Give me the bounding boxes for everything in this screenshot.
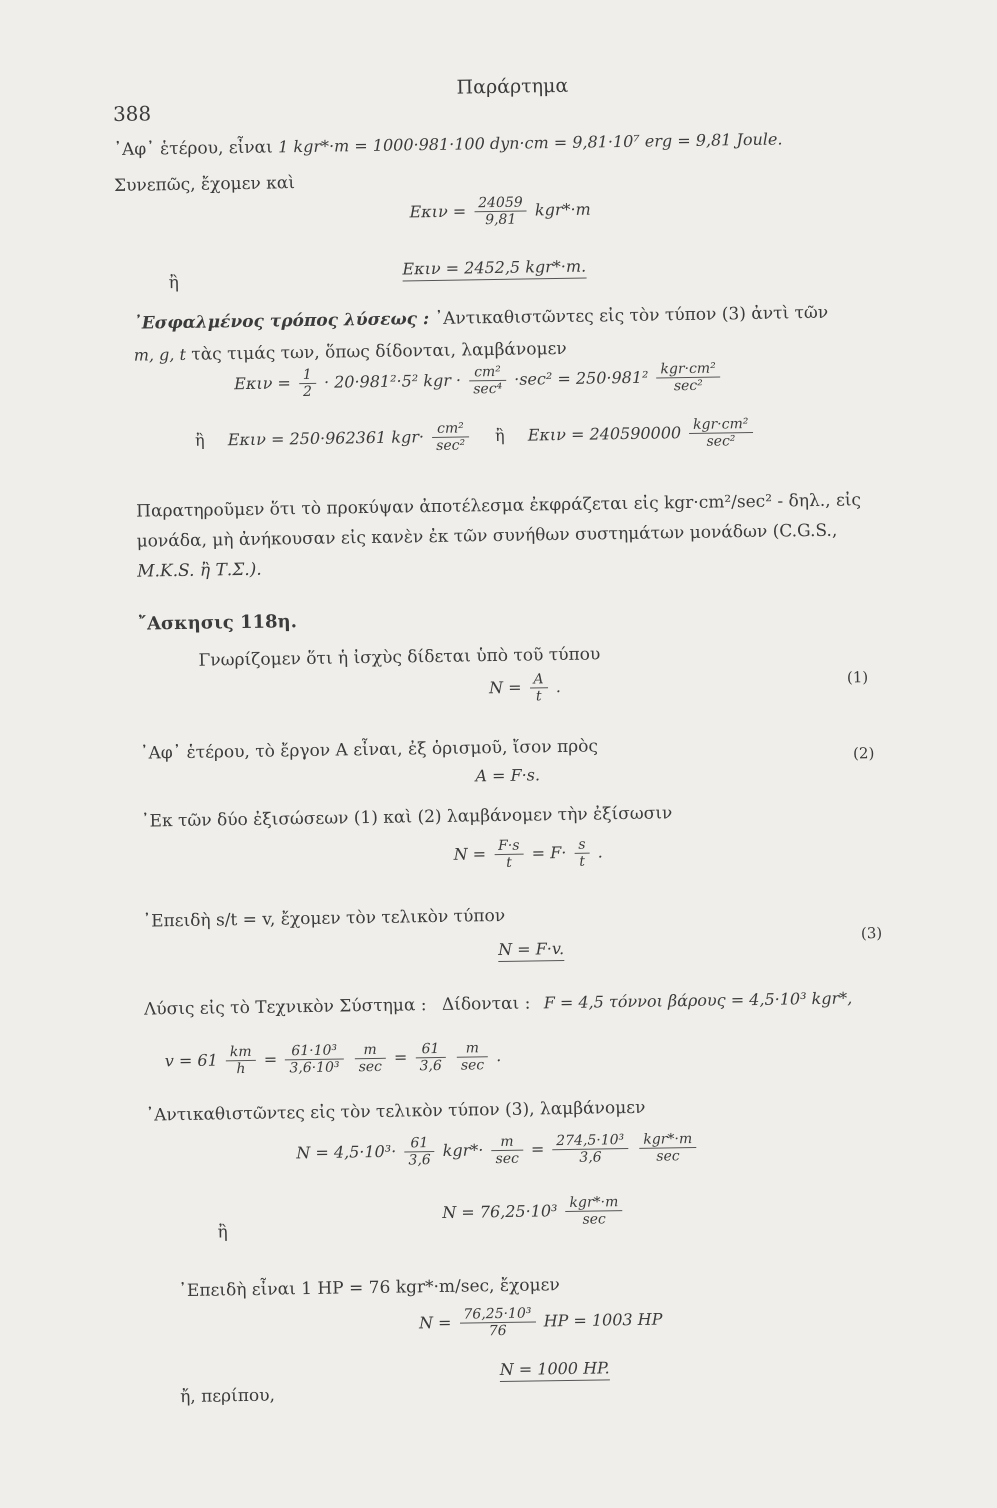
fraction — [404, 1135, 435, 1169]
denominator: 2 — [302, 383, 313, 401]
numerator: km — [226, 1044, 256, 1062]
equation-lhs: Eκιν = 250·962361 kgr· — [227, 427, 425, 450]
equation-rhs: HP = 1003 HP — [543, 1309, 663, 1331]
denominator: sec⁴ — [473, 380, 503, 398]
equation-lhs: N = 76,25·10³ — [442, 1201, 558, 1223]
denominator: 76 — [488, 1323, 507, 1340]
denominator: 3,6 — [408, 1152, 431, 1169]
variables: m, g, t — [133, 344, 187, 365]
fraction — [639, 1131, 696, 1165]
denominator: h — [236, 1061, 246, 1078]
exercise-heading: ῎Ασκησις 118η. — [137, 611, 298, 635]
fraction — [552, 1132, 628, 1166]
denominator: 3,6 — [579, 1149, 602, 1166]
fraction — [529, 671, 548, 704]
fraction — [459, 1305, 535, 1339]
numerator: cm² — [469, 364, 506, 382]
text-line: Παρατηροῦμεν ὅτι τὸ προκύψαν ἀποτέλεσμα ἐκφράζεται εἰς kgr·cm²/sec² - δηλ., εἰς — [136, 490, 862, 522]
numerator: m — [457, 1040, 489, 1058]
text-line: Γνωρίζομεν ὅτι ἡ ἰσχὺς δίδεται ὑπὸ τοῦ τύπου — [198, 644, 601, 671]
denominator: sec — [358, 1058, 383, 1076]
denominator: sec — [495, 1150, 520, 1168]
numerator: s — [574, 837, 589, 854]
text-line: μονάδα, μὴ ἀνήκουσαν εἰς κανὲν ἐκ τῶν συνήθων συστημάτων μονάδων (C.G.S., — [136, 520, 838, 552]
running-title: Παράρτημα — [456, 74, 569, 99]
denominator: sec² — [436, 437, 466, 455]
numerator: kgr*·m — [565, 1194, 622, 1212]
text-line — [133, 303, 828, 334]
text-line — [144, 988, 853, 1019]
fraction — [299, 367, 316, 400]
text-line: ᾽Επειδὴ εἶναι 1 HP = 76 kgr*·m/sec, ἔχομεν — [178, 1275, 560, 1302]
fraction — [656, 360, 720, 394]
numerator: 76,25·10³ — [459, 1305, 535, 1323]
section-label: ᾽Εσφαλμένος τρόπος λύσεως : — [133, 309, 430, 334]
text-line: ᾽Εκ τῶν δύο ἐξισώσεων (1) καὶ (2) λαμβάνομεν τὴν ἐξίσωσιν — [140, 803, 673, 832]
fraction — [415, 1041, 446, 1075]
fraction — [491, 1134, 523, 1168]
denominator: 3,6 — [419, 1058, 442, 1075]
conjunction: ἢ — [168, 272, 179, 294]
punctuation: . — [597, 842, 603, 862]
text-line: ᾽Αφ᾽ ἑτέρου, τὸ ἔργον A εἶναι, ἐξ ὁρισμοῦ, ἴσον πρὸς — [139, 736, 599, 764]
fraction — [469, 364, 506, 398]
numerator: F·s — [494, 838, 524, 856]
math-expression: 1 kgr*·m = 1000·981·100 dyn·cm = 9,81·10⁷ erg = 9,81 Joule. — [278, 129, 783, 157]
page-number: 388 — [112, 101, 152, 126]
denominator: sec — [582, 1211, 606, 1228]
equation-velocity — [165, 1040, 502, 1078]
equation-wrong-1 — [234, 360, 723, 401]
text-line — [113, 129, 782, 160]
text: τὰς τιμάς των, ὅπως δίδονται, λαμβάνομεν — [191, 338, 567, 365]
equation-lhs: Eκιν = — [234, 373, 292, 394]
equation-lhs: Eκιν = — [409, 201, 467, 222]
equation-3a — [453, 836, 603, 872]
equation-ekin-1 — [409, 193, 591, 229]
equals-sign: = — [393, 1047, 408, 1067]
denominator: t — [506, 854, 512, 871]
equation-number: (2) — [852, 744, 875, 763]
equation-horsepower — [419, 1303, 663, 1340]
denominator: t — [579, 853, 586, 870]
numerator: kgr·cm² — [689, 416, 753, 434]
conjunction: ἢ — [494, 425, 505, 446]
equation-2: A = F·s. — [475, 765, 541, 786]
fraction — [494, 838, 524, 872]
denominator: t — [535, 688, 542, 705]
denominator: sec — [656, 1148, 680, 1165]
expression: = F· — [531, 843, 567, 863]
fraction — [285, 1042, 344, 1076]
text-line: ᾽Επειδὴ s/t = v, ἔχομεν τὸν τελικὸν τύπον — [142, 905, 506, 932]
expression: · 20·981²·5² kgr · — [323, 370, 462, 392]
equals-sign: = — [263, 1049, 278, 1069]
expression: ·sec² = 250·981² — [514, 367, 649, 389]
text-line — [134, 339, 567, 366]
text-line: Συνεπῶς, ἔχομεν καὶ — [113, 173, 296, 196]
numerator: A — [529, 671, 547, 688]
numerator: cm² — [432, 420, 469, 438]
text: ᾽Αφ᾽ ἑτέρου, εἶναι — [113, 137, 273, 160]
text-line: ᾽Αντικαθιστῶντες εἰς τὸν τελικὸν τύπον (3), λαμβάνομεν — [145, 1097, 646, 1126]
unit: kgr*·m — [534, 199, 591, 220]
numerator: m — [491, 1134, 523, 1152]
numerator: 61 — [415, 1041, 446, 1059]
fraction — [226, 1044, 256, 1078]
fraction — [574, 837, 590, 870]
equation-lhs: N = — [488, 677, 522, 698]
punctuation: . — [555, 677, 562, 697]
conjunction: ἢ — [194, 430, 205, 450]
equation-3: N = F·v. — [498, 939, 564, 962]
numerator: 61·10³ — [285, 1042, 343, 1060]
fraction — [457, 1040, 489, 1074]
fraction — [689, 416, 753, 450]
text: Λύσις εἰς τὸ Τεχνικὸν Σύστημα : — [143, 995, 427, 1020]
equals-sign: = — [530, 1139, 545, 1159]
text: ᾽Αντικαθιστῶντες εἰς τὸν τύπον (3) ἀντὶ τῶν — [434, 302, 829, 329]
equation-wrong-2 — [195, 416, 756, 458]
equation-rhs: Eκιν = 240590000 — [527, 423, 682, 445]
expression: kgr*· — [442, 1140, 484, 1161]
equation-lhs: N = — [453, 844, 487, 864]
numerator: 24059 — [474, 194, 527, 212]
denominator: sec — [460, 1057, 485, 1074]
fraction — [354, 1042, 386, 1076]
text: Δίδονται : — [441, 993, 531, 1015]
fraction — [432, 420, 469, 454]
math-expression: F = 4,5 τόννοι βάρους = 4,5·10³ kgr*, — [543, 988, 853, 1013]
numerator: 61 — [404, 1135, 435, 1153]
text-line: ἤ, περίπου, — [179, 1385, 276, 1408]
final-result: N = 1000 HP. — [500, 1358, 610, 1382]
fraction — [474, 194, 527, 228]
equation-power-2 — [442, 1194, 626, 1230]
numerator: kgr·cm² — [656, 360, 720, 378]
denominator: sec² — [673, 377, 703, 395]
numerator: 1 — [299, 367, 316, 384]
denominator: 3,6·10³ — [289, 1059, 340, 1077]
conjunction: ἢ — [217, 1222, 228, 1243]
punctuation: . — [496, 1046, 502, 1066]
numerator: 274,5·10³ — [552, 1132, 628, 1150]
denominator: 9,81 — [485, 211, 517, 229]
equation-lhs: N = 4,5·10³· — [296, 1141, 397, 1163]
equation-1 — [489, 671, 561, 705]
numerator: m — [354, 1042, 386, 1060]
equation-number: (3) — [860, 923, 883, 943]
equation-lhs: v = 61 — [164, 1050, 218, 1071]
equation-lhs: N = — [418, 1312, 452, 1333]
text-line: M.K.S. ἢ Τ.Σ.). — [136, 559, 262, 582]
denominator: sec² — [706, 433, 736, 450]
fraction — [565, 1194, 622, 1228]
equation-ekin-2: Eκιν = 2452,5 kgr*·m. — [402, 257, 586, 282]
equation-number: (1) — [846, 668, 869, 687]
numerator: kgr*·m — [639, 1131, 696, 1149]
equation-power-1 — [296, 1131, 700, 1171]
